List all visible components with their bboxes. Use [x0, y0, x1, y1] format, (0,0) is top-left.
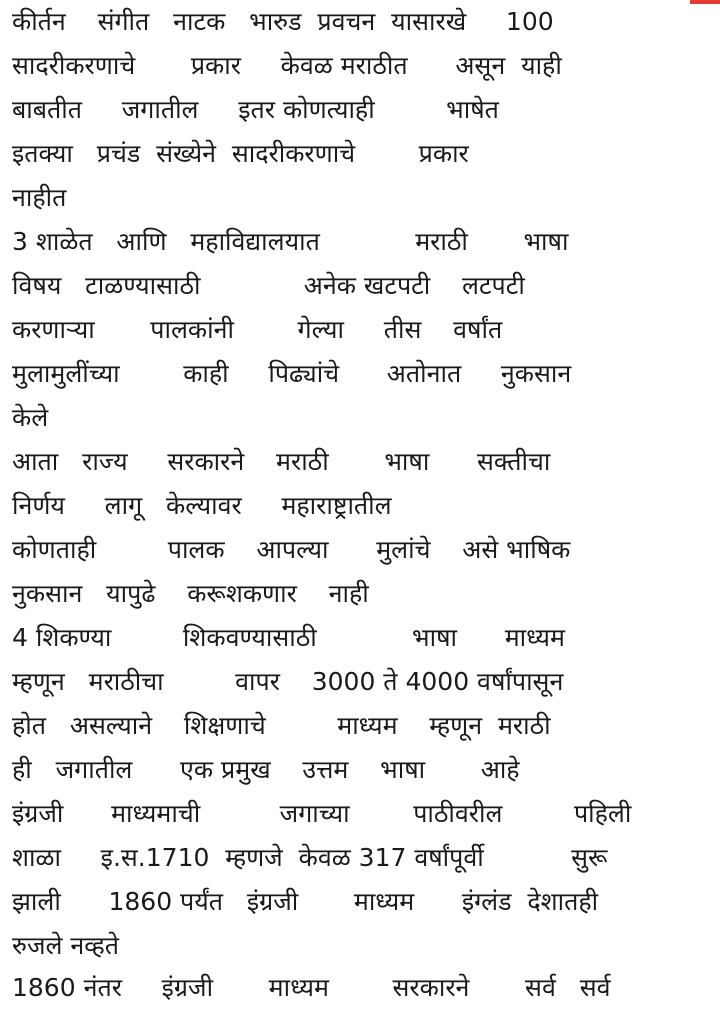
- text-line: नाहीत: [12, 183, 67, 212]
- text-line: शाळा इ.स.1710 म्हणजे केवळ 317 वर्षांपूर्वी सुरू: [12, 843, 608, 872]
- text-line: सादरीकरणाचे प्रकार केवळ मराठीत असून याही: [12, 51, 562, 80]
- text-line: करणाऱ्या पालकांनी गेल्या तीस वर्षांत: [12, 315, 503, 344]
- text-line: इंग्रजी माध्यमाची जगाच्या पाठीवरील पहिली: [12, 799, 632, 828]
- text-line: रुजले नव्हते: [12, 931, 120, 960]
- text-line: होत असल्याने शिक्षणाचे माध्यम म्हणून मराठी: [12, 711, 551, 740]
- text-line: कीर्तन संगीत नाटक भारुड प्रवचन यासारखे 100: [12, 7, 554, 36]
- text-line: 4 शिकण्या शिकवण्यासाठी भाषा माध्यम: [12, 623, 565, 652]
- text-line: म्हणून मराठीचा वापर 3000 ते 4000 वर्षांपासून: [12, 667, 564, 696]
- text-line: ही जगातील एक प्रमुख उत्तम भाषा आहे: [12, 755, 520, 784]
- text-line: मुलामुलींच्या काही पिढ्यांचे अतोनात नुकसान: [12, 359, 572, 388]
- text-line: झाली 1860 पर्यंत इंग्रजी माध्यम इंग्लंड देशातही: [12, 887, 599, 916]
- text-line: आता राज्य सरकारने मराठी भाषा सक्तीचा: [12, 447, 551, 476]
- text-line: नुकसान यापुढे करूशकणार नाही: [12, 579, 369, 608]
- document-body: [12, 0, 712, 968]
- clipped-text-line: 1860 नंतर इंग्रजी माध्यम सरकारने सर्व सर्व: [12, 973, 611, 1002]
- text-line: केले: [12, 403, 49, 432]
- text-line: कोणताही पालक आपल्या मुलांचे असे भाषिक: [12, 535, 571, 564]
- text-line: बाबतीत जगातील इतर कोणत्याही भाषेत: [12, 95, 499, 124]
- text-line: निर्णय लागू केल्यावर महाराष्ट्रातील: [12, 491, 392, 520]
- text-line: विषय टाळण्यासाठी अनेक खटपटी लटपटी: [12, 271, 525, 300]
- text-line: 3 शाळेत आणि महाविद्यालयात मराठी भाषा: [12, 227, 569, 256]
- text-line: इतक्या प्रचंड संख्येने सादरीकरणाचे प्रकार: [12, 139, 469, 168]
